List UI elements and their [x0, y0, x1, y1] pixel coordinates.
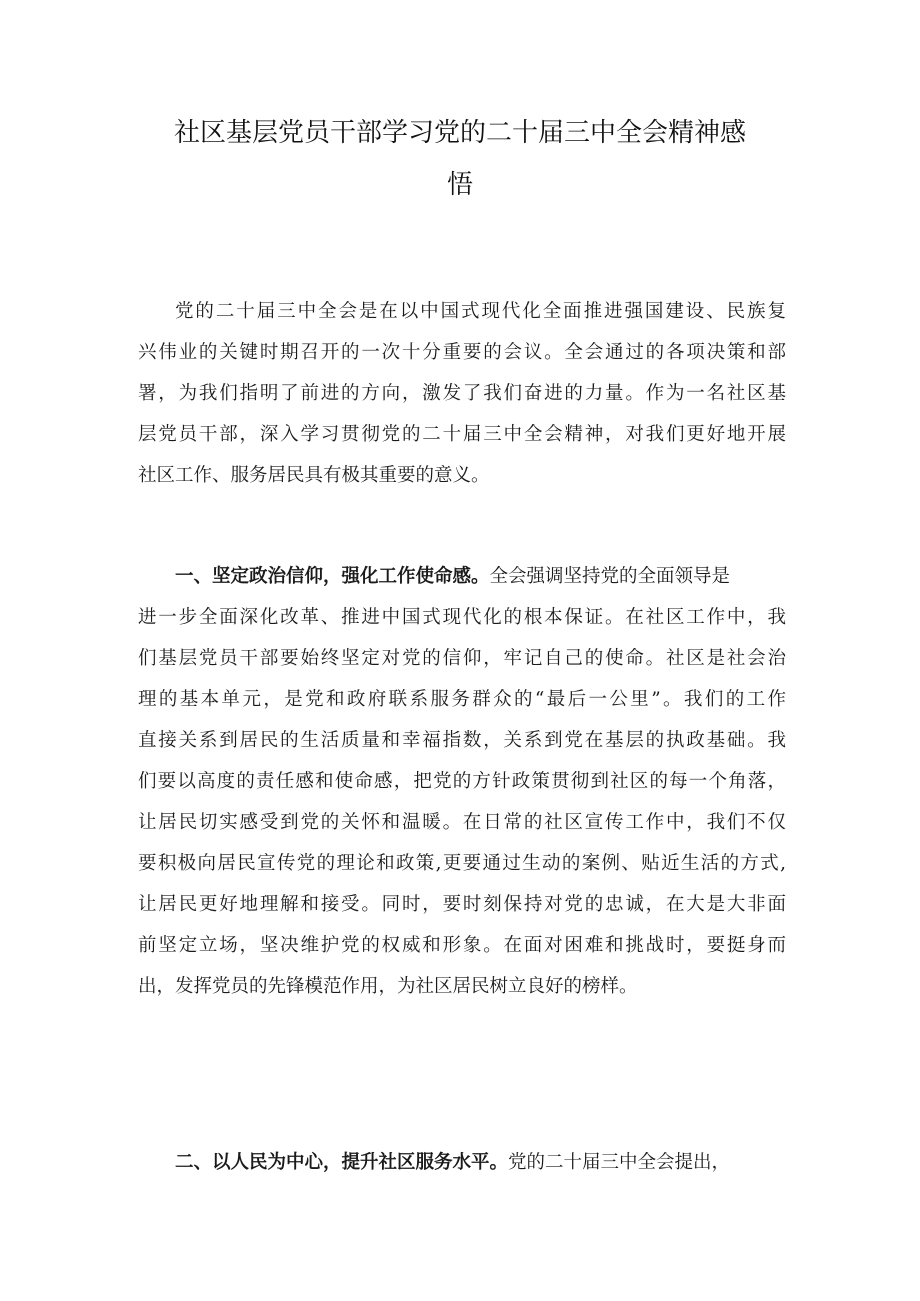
section2-first-line-text: 党的二十届三中全会提出， — [508, 1152, 731, 1173]
section2-heading: 二、以人民为中心，提升社区服务水平。 — [175, 1152, 509, 1173]
paragraph-line: 前坚定立场，坚决维护党的权威和形象。在面对困难和挑战时，要挺身而 — [138, 935, 786, 956]
paragraph-line: 出，发挥党员的先锋模范作用，为社区居民树立良好的榜样。 — [138, 976, 638, 997]
paragraph-line: 社区工作、服务居民具有极其重要的意义。 — [138, 465, 490, 486]
section2-first-line — [175, 1148, 730, 1178]
paragraph-line: 层党员干部，深入学习贯彻党的二十届三中全会精神，对我们更好地开展 — [138, 424, 786, 445]
paragraph-line: 让居民更好地理解和接受。同时，要时刻保持对党的忠诚，在大是大非面 — [138, 894, 786, 915]
paragraph-line: 们要以高度的责任感和使命感，把党的方针政策贯彻到社区的每一个角落， — [138, 771, 786, 792]
section1-first-line — [175, 562, 730, 592]
paragraph-line: 党的二十届三中全会是在以中国式现代化全面推进强国建设、民族复 — [175, 301, 786, 322]
paragraph-line: 进一步全面深化改革、推进中国式现代化的根本保证。在社区工作中，我 — [138, 607, 786, 628]
paragraph-line: 理的基本单元，是党和政府联系服务群众的“最后一公里”。我们的工作 — [138, 689, 786, 710]
paragraph-line: 要积极向居民宣传党的理论和政策,更要通过生动的案例、贴近生活的方式, — [138, 853, 786, 874]
document-title-line1: 社区基层党员干部学习党的二十届三中全会精神感 — [173, 118, 746, 148]
paragraph-line: 们基层党员干部要始终坚定对党的信仰，牢记自己的使命。社区是社会治 — [138, 648, 786, 669]
document-title-line2: 悟 — [446, 170, 473, 200]
paragraph-line: 让居民切实感受到党的关怀和温暖。在日常的社区宣传工作中，我们不仅 — [138, 812, 786, 833]
paragraph-line: 兴伟业的关键时期召开的一次十分重要的会议。全会通过的各项决策和部 — [138, 342, 786, 363]
paragraph-line: 署，为我们指明了前进的方向，激发了我们奋进的力量。作为一名社区基 — [138, 383, 786, 404]
section1-heading: 一、坚定政治信仰，强化工作使命感。 — [175, 566, 490, 587]
paragraph-line: 直接关系到居民的生活质量和幸福指数，关系到党在基层的执政基础。我 — [138, 730, 786, 751]
section1-first-line-text: 全会强调坚持党的全面领导是 — [489, 566, 731, 587]
